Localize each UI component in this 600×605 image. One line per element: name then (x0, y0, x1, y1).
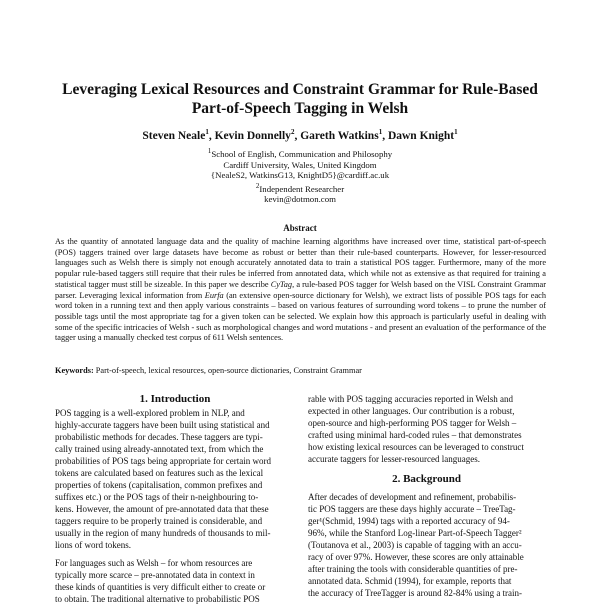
author-affiliation-mark: 1 (205, 128, 209, 136)
section-heading-background: 2. Background (392, 473, 461, 485)
text-line: annotated data. Schmid (1994), for example, reports that (308, 576, 512, 586)
author-name: Steven Neale (142, 129, 206, 142)
affiliation-mark: 2 (255, 181, 260, 190)
author-name: Dawn Knight (387, 129, 455, 142)
text-line: how existing lexical resources can be leveraged to construct (308, 442, 524, 452)
title-line: Leveraging Lexical Resources and Constraint Grammar for Rule-Based (62, 81, 538, 98)
text-line: probabilities of POS tags being appropriate for certain word (55, 456, 271, 466)
text-line: For languages such as Welsh – for whom resources are (55, 558, 253, 568)
author-name: Kevin Donnelly (214, 129, 291, 142)
right-column (308, 393, 545, 465)
text-line: tokens are calculated based on features such as the lexical (55, 468, 264, 478)
left-column (55, 407, 295, 605)
affiliation-line: Cardiff University, Wales, United Kingdom (223, 159, 377, 170)
text-line: lions of word tokens. (55, 540, 131, 550)
text-line: crafted using minimal hard-coded rules – that demonstrates (308, 430, 522, 440)
email-line: {NealeS2, WatkinsG13, KnightD5}@cardiff.ac.uk (210, 170, 390, 181)
text-line: 96%, while the Stanford Log-linear Part-of-Speech Tagger² (308, 528, 522, 538)
title-line: Part-of-Speech Tagging in Welsh (191, 100, 409, 117)
text-line: After decades of development and refinement, probabilis- (308, 492, 517, 502)
abstract-text: , a rule-based POS tagger for Welsh based on the VISL Constraint Grammar parser. Leveraging lexical information from (55, 279, 546, 300)
text-line: racy of over 97%. However, these scores are only attainable (308, 552, 524, 562)
text-line: highly-accurate taggers have been built using statistical and (55, 420, 270, 430)
keywords-text: Part-of-speech, lexical resources, open-source dictionaries, Constraint Grammar (95, 366, 362, 375)
text-line: typically more scarce – pre-annotated data in context in (55, 570, 255, 580)
text-line: accurate taggers for lesser-resourced languages. (308, 454, 480, 464)
text-line: open-source and high-performing POS tagger for Welsh – (308, 418, 517, 428)
text-line: POS tagging is a well-explored problem in NLP, and (55, 408, 245, 418)
text-line: (Toutanova et al., 2003) is capable of tagging with an accu- (308, 540, 522, 550)
author-affiliation-mark: 1 (454, 128, 458, 136)
abstract-text: (an extensive open-source dictionary for Welsh), we extract lists of possible POS tags for each word token in a running text and then apply various constraints – based on various features of surrounding word tokens – to prune the number of possible tags until the most appropriate tag for a given token can be selected. We explain how this approach is particularly useful in dealing with some of the specific intricacies of Welsh - such as morphological changes and word mutations - and present an evaluation of the performance of the tagger using a manually checked test corpus of 611 Welsh sentences. (55, 290, 546, 343)
text-line: expected in other languages. Our contribution is a robust, (308, 406, 515, 416)
email-line: kevin@dotmon.com (264, 194, 336, 205)
abstract-term: Eurfa (204, 290, 224, 300)
author-affiliation-mark: 1 (378, 128, 383, 136)
text-line: probabilistic methods for decades. These taggers are typi- (55, 432, 263, 442)
text-line: ger¹(Schmid, 1994) tags with a reported accuracy of 94- (308, 516, 510, 526)
section-heading-introduction: 1. Introduction (139, 393, 211, 405)
affiliation-mark: 1 (207, 147, 212, 155)
text-line: to obtain. The traditional alternative to probabilistic POS (55, 594, 260, 604)
affiliations (100, 146, 500, 205)
abstract-term: CyTag (270, 279, 293, 289)
text-line: kens. However, the amount of pre-annotated data that these (55, 504, 269, 514)
background-text (308, 491, 545, 599)
paper-title (60, 80, 540, 118)
text-line: rable with POS tagging accuracies reported in Welsh and (308, 394, 514, 404)
keywords-label: Keywords: (55, 366, 94, 375)
author-affiliation-mark: 2 (290, 128, 295, 136)
text-line: after training the tools with considerable quantities of pre- (308, 564, 518, 574)
abstract-body (55, 237, 546, 344)
text-line: these kinds of quantities is very difficult either to create or (55, 582, 266, 592)
author-list: Steven Neale$^1$, Kevin Donnelly$^2$, Gareth Watkins$^1$, Dawn Knight$^1$ (142, 128, 458, 142)
abstract-heading: Abstract (283, 223, 317, 233)
abstract-text: As the quantity of annotated language data and the quality of machine learning algorithms have increased over time, statistical part-of-speech (POS) taggers trained over large datasets have become as robust or better than their rule-based counterparts. However, for lesser-resourced languages such as Welsh there is simply not enough accurately annotated data to train a statistical POS tagger. Furthermore, many of the more popular rule-based taggers still require that their rules be inferred from annotated data, which while not as extensive as that required for training a statistical tagger must still be sizeable. In this paper we describe (55, 237, 546, 289)
affiliation-text: Independent Researcher (259, 183, 345, 194)
author-name: Gareth Watkins (300, 129, 379, 142)
keywords (55, 366, 546, 375)
text-line: taggers require to be properly trained is considerable, and (55, 516, 263, 526)
text-line: cally trained using already-annotated text, from which the (55, 444, 264, 454)
text-line: suffixes etc.) or the POS tags of their n-neighbouring to- (55, 492, 259, 502)
affiliation-line (100, 181, 500, 195)
text-line: properties of tokens (capitalisation, common prefixes and (55, 480, 263, 490)
affiliation-text: School of English, Communication and Philosophy (211, 148, 393, 159)
text-line: usually in the region of many hundreds of thousands to mil- (55, 528, 271, 538)
text-line: tic POS taggers are these days highly accurate – TreeTag- (308, 504, 516, 514)
affiliation-line (100, 146, 500, 160)
text-line: the accuracy of TreeTagger is around 82-84% using a train- (308, 588, 523, 598)
